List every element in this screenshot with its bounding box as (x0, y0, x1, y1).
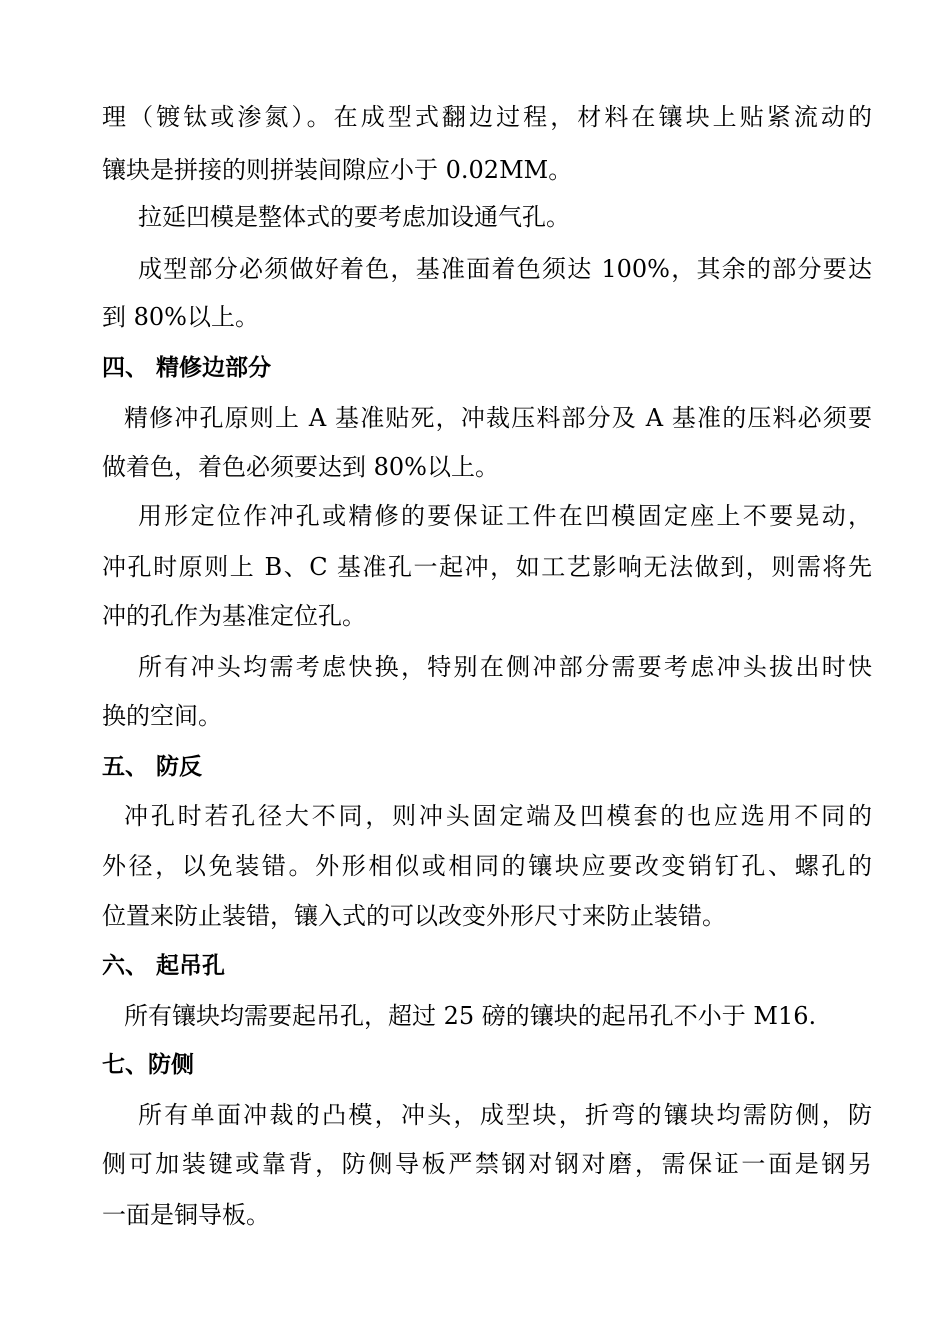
paragraph-line: 做着色，着色必须要达到 80%以上。 (102, 453, 499, 481)
paragraph-line: 冲孔时若孔径大不同，则冲头固定端及凹模套的也应选用不同的 (124, 802, 872, 830)
paragraph-line: 用形定位作冲孔或精修的要保证工件在凹模固定座上不要晃动， (138, 502, 872, 530)
paragraph-line: 位置来防止装错，镶入式的可以改变外形尺寸来防止装错。 (102, 902, 726, 930)
paragraph-line: 到 80%以上。 (102, 303, 259, 331)
paragraph-line: 所有冲头均需考虑快换，特别在侧冲部分需要考虑冲头拔出时快 (138, 653, 872, 681)
section-heading: 七、防侧 (102, 1052, 194, 1078)
paragraph-line: 精修冲孔原则上 A 基准贴死，冲裁压料部分及 A 基准的压料必须要 (124, 404, 872, 432)
section-heading: 五、 防反 (102, 754, 203, 780)
paragraph-line: 所有单面冲裁的凸模，冲头，成型块，折弯的镶块均需防侧，防 (138, 1101, 872, 1129)
paragraph-line: 侧可加装键或靠背，防侧导板严禁钢对钢对磨，需保证一面是钢另 (102, 1150, 872, 1178)
section-heading: 四、 精修边部分 (102, 355, 272, 381)
paragraph-line: 换的空间。 (102, 702, 222, 730)
paragraph-line: 冲孔时原则上 B、C 基准孔一起冲，如工艺影响无法做到，则需将先 (102, 553, 872, 581)
paragraph-line: 成型部分必须做好着色，基准面着色须达 100%，其余的部分要达 (138, 255, 872, 283)
paragraph-line: 外径，以免装错。外形相似或相同的镶块应要改变销钉孔、螺孔的 (102, 852, 872, 880)
paragraph-line: 拉延凹模是整体式的要考虑加设通气孔。 (138, 203, 570, 231)
paragraph-line: 镶块是拼接的则拼装间隙应小于 0.02MM。 (102, 156, 573, 184)
section-heading: 六、 起吊孔 (102, 953, 226, 979)
paragraph-line: 所有镶块均需要起吊孔，超过 25 磅的镶块的起吊孔不小于 M16. (124, 1002, 817, 1030)
paragraph-line: 一面是铜导板。 (102, 1201, 270, 1229)
paragraph-line: 冲的孔作为基准定位孔。 (102, 602, 366, 630)
paragraph-line: 理（镀钛或渗氮）。在成型式翻边过程，材料在镶块上贴紧流动的 (102, 103, 872, 131)
